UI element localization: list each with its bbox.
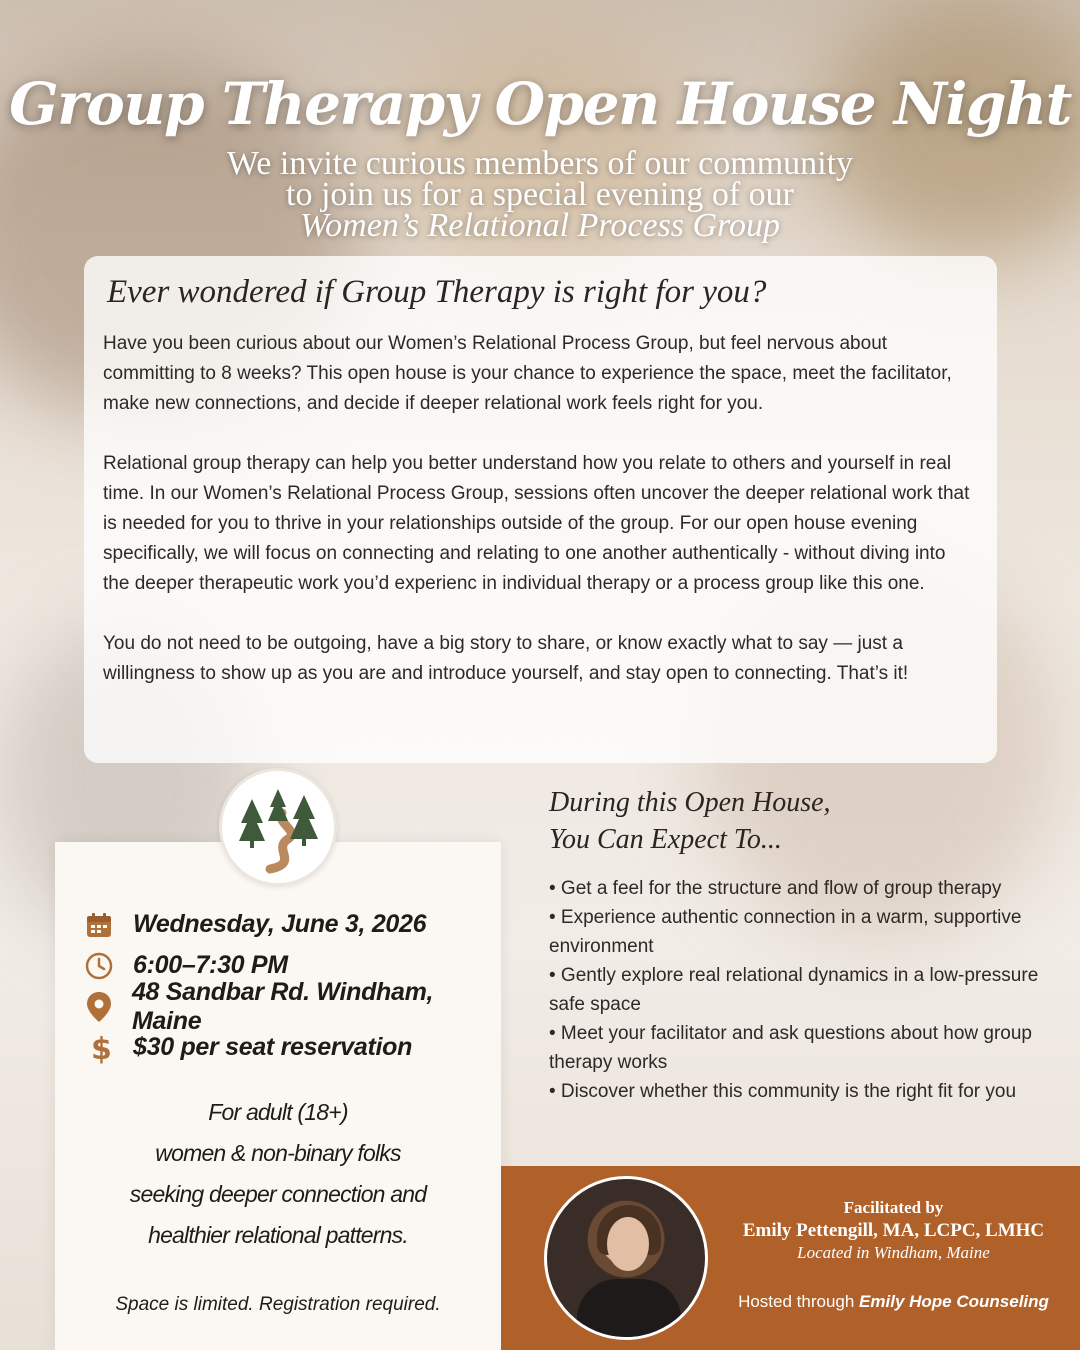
list-item: • Discover whether this community is the right fit for you [549,1081,1017,1102]
svg-text:$: $ [91,1031,112,1064]
event-location [85,977,501,1035]
audience-line: women & non-binary folks [155,1140,401,1166]
intro-paragraph: Have you been curious about our Women’s Relational Process Group, but feel nervous about committing to 8 weeks? This open house is your chance to experience the space, meet the facilitator, make new connections, and decide if deeper relational work feels right for you. [103,333,952,414]
facilitator-location: Located in Windham, Maine [797,1243,990,1262]
hosted-prefix: Hosted through [738,1292,860,1311]
practice-logo [219,768,337,886]
registration-note: Space is limited. Registration required. [115,1294,441,1315]
facilitator-photo [544,1176,708,1340]
facilitator-label: Facilitated by [843,1198,944,1217]
invite-text [0,145,1080,244]
facilitator-band [501,1166,1080,1350]
trees-path-icon [230,779,326,875]
list-item: • Meet your facilitator and ask questions about how group therapy works [549,1023,1032,1073]
expectations-section [549,784,1064,1106]
page-title: Group Therapy Open House Night [9,70,1071,138]
event-details [85,904,501,1068]
expectations-heading [549,784,1064,858]
audience-line: seeking deeper connection and [129,1181,427,1207]
intro-card [84,256,997,763]
group-name: Women’s Relational Process Group [299,207,781,244]
header [0,70,1080,244]
event-location-text: 48 Sandbar Rd. Windham, Maine [131,977,434,1035]
expectations-heading-line: You Can Expect To... [549,824,782,855]
location-pin-icon [85,991,132,1023]
event-details-card [55,842,501,1350]
event-price-text: $30 per seat reservation [133,1033,413,1061]
dollar-icon [85,1032,133,1064]
intro-paragraph: You do not need to be outgoing, have a big story to share, or know exactly what to say — just a willingness to show up as you are and introduce yourself, and stay open to connecting. That’s it! [103,633,909,684]
hosted-through [721,1292,1066,1312]
audience-line: healthier relational patterns. [148,1222,408,1248]
event-time-text: 6:00–7:30 PM [133,951,288,979]
invite-line: to join us for a special evening of our [286,176,794,213]
invite-line: We invite curious members of our community [226,145,854,182]
facilitator-name: Emily Pettengill, MA, LCPC, LMHC [742,1220,1045,1241]
list-item: • Gently explore real relational dynamics in a low-pressure safe space [549,965,1039,1015]
list-item: • Get a feel for the structure and flow of group therapy [549,878,1002,899]
calendar-icon [85,911,133,939]
expectations-list [549,874,1064,1106]
practice-name: Emily Hope Counseling [859,1292,1049,1311]
audience-text [55,1092,501,1256]
clock-icon [85,952,133,980]
audience-line: For adult (18+) [208,1099,348,1125]
intro-heading: Ever wondered if Group Therapy is right for you? [107,274,767,310]
expectations-heading-line: During this Open House, [549,787,831,818]
intro-paragraph: Relational group therapy can help you better understand how you relate to others and yourself in real time. In our Women’s Relational Process Group, sessions often uncover the deeper relational work that is needed for you to thrive in your relationships outside of the group. For our open house evening specifically, we will focus on connecting and relating to one another authentically - without diving into the deeper therapeutic work you’d experienc in individual therapy or a process group like this one. [103,453,970,594]
event-date-text: Wednesday, June 3, 2026 [133,910,427,938]
list-item: • Experience authentic connection in a warm, supportive environment [549,907,1022,957]
facilitator-info [721,1196,1066,1312]
event-date [85,904,501,945]
